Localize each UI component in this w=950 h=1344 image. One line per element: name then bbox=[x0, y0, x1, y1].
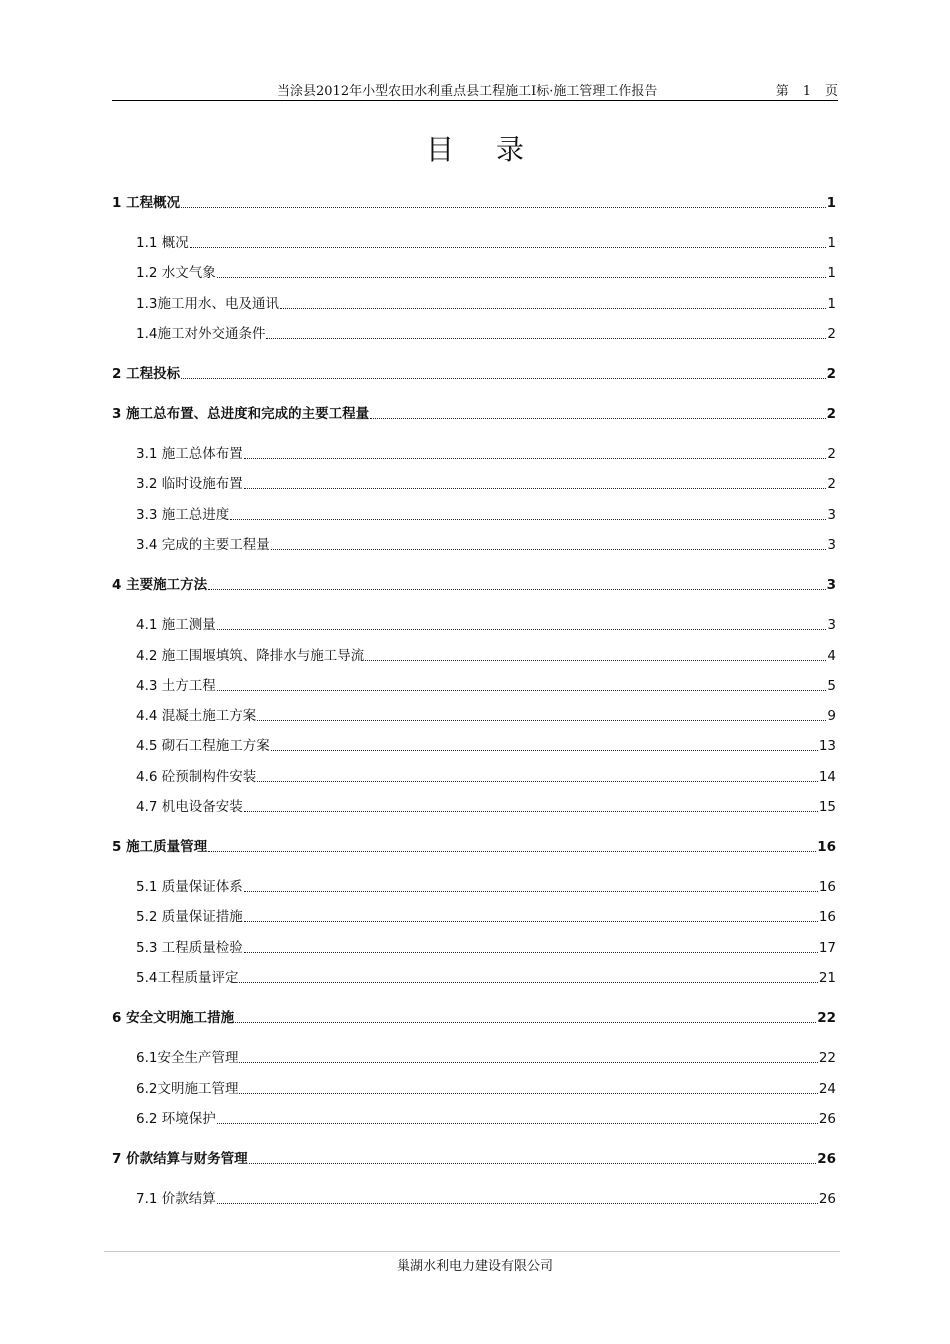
toc-leader-dots bbox=[190, 247, 827, 248]
toc-entry-number: 4.1 bbox=[136, 617, 162, 633]
toc-section-entry[interactable] bbox=[112, 673, 836, 695]
toc-chapter-entry[interactable] bbox=[112, 572, 836, 594]
toc-entry-number: 1.1 bbox=[136, 235, 162, 251]
toc-leader-dots bbox=[239, 1062, 817, 1063]
toc-section-entry[interactable] bbox=[112, 904, 836, 926]
toc-entry-number: 5 bbox=[112, 839, 127, 855]
toc-section-entry[interactable] bbox=[112, 502, 836, 524]
page-label-suffix: 页 bbox=[824, 84, 838, 99]
toc-entry-title: 安全生产管理 bbox=[157, 1050, 239, 1066]
toc-entry-title: 工程质量评定 bbox=[157, 970, 239, 986]
toc-entry-number: 4.2 bbox=[136, 648, 162, 664]
toc-entry-page: 26 bbox=[818, 1191, 836, 1207]
toc-leader-dots bbox=[217, 1123, 818, 1124]
toc-section-entry[interactable] bbox=[112, 230, 836, 252]
toc-leader-dots bbox=[280, 308, 826, 309]
toc-leader-dots bbox=[244, 891, 818, 892]
footer-company: 巢湖水利电力建设有限公司 bbox=[396, 1259, 553, 1274]
toc-section-entry[interactable] bbox=[112, 441, 836, 463]
toc-leader-dots bbox=[365, 660, 826, 661]
toc-section-entry[interactable] bbox=[112, 612, 836, 634]
toc-entry-number: 4 bbox=[112, 577, 127, 593]
toc-entry-page: 3 bbox=[827, 617, 836, 633]
toc-section-entry[interactable] bbox=[112, 874, 836, 896]
toc-leader-dots bbox=[244, 458, 827, 459]
toc-entry-page: 16 bbox=[818, 909, 836, 925]
toc-entry-page: 9 bbox=[827, 708, 836, 724]
toc-entry-page: 3 bbox=[826, 577, 836, 593]
toc-entry-number: 1.2 bbox=[136, 265, 162, 281]
toc-entry-title: 水文气象 bbox=[161, 265, 216, 281]
toc-entry-page: 16 bbox=[818, 879, 836, 895]
page-title: 目录 bbox=[425, 133, 566, 166]
toc-leader-dots bbox=[257, 720, 826, 721]
toc-entry-number: 6.2 bbox=[136, 1081, 158, 1097]
toc-entry-title: 主要施工方法 bbox=[126, 577, 208, 593]
toc-section-entry[interactable] bbox=[112, 1106, 836, 1128]
toc-leader-dots bbox=[271, 750, 818, 751]
toc-leader-dots bbox=[217, 277, 827, 278]
toc-entry-page: 26 bbox=[818, 1111, 836, 1127]
toc-entry-number: 4.5 bbox=[136, 738, 162, 754]
toc-entry-page: 21 bbox=[818, 970, 836, 986]
toc-leader-dots bbox=[266, 338, 826, 339]
toc-leader-dots bbox=[239, 1093, 817, 1094]
toc-entry-page: 2 bbox=[827, 326, 836, 342]
toc-section-entry[interactable] bbox=[112, 643, 836, 665]
toc-entry-number: 5.3 bbox=[136, 940, 162, 956]
toc-entry-title: 工程投标 bbox=[126, 366, 181, 382]
toc-section-entry[interactable] bbox=[112, 260, 836, 282]
toc-entry-title: 土方工程 bbox=[161, 678, 216, 694]
toc-section-entry[interactable] bbox=[112, 965, 836, 987]
toc-chapter-entry[interactable] bbox=[112, 361, 836, 383]
toc-entry-title: 价款结算 bbox=[161, 1191, 216, 1207]
toc-leader-dots bbox=[370, 418, 826, 419]
toc-leader-dots bbox=[244, 921, 818, 922]
toc-entry-page: 2 bbox=[826, 406, 836, 422]
page-header bbox=[112, 80, 838, 101]
toc-entry-number: 7.1 bbox=[136, 1191, 162, 1207]
toc-leader-dots bbox=[249, 1163, 817, 1164]
toc-entry-page: 16 bbox=[817, 839, 836, 855]
toc-leader-dots bbox=[235, 1022, 816, 1023]
toc-entry-number: 3.2 bbox=[136, 476, 162, 492]
toc-entry-title: 施工总体布置 bbox=[161, 446, 243, 462]
toc-entry-title: 安全文明施工措施 bbox=[126, 1010, 235, 1026]
toc-entry-page: 2 bbox=[827, 476, 836, 492]
toc-entry-page: 1 bbox=[826, 195, 836, 211]
toc-entry-title: 概况 bbox=[161, 235, 189, 251]
toc-entry-number: 5.4 bbox=[136, 970, 158, 986]
toc-entry-title: 临时设施布置 bbox=[161, 476, 243, 492]
toc-entry-page: 4 bbox=[827, 648, 836, 664]
footer-divider bbox=[104, 1251, 840, 1252]
toc-section-entry[interactable] bbox=[112, 935, 836, 957]
toc-entry-title: 施工测量 bbox=[161, 617, 216, 633]
toc-section-entry[interactable] bbox=[112, 1076, 836, 1098]
toc-entry-page: 2 bbox=[826, 366, 836, 382]
toc-entry-page: 1 bbox=[827, 235, 836, 251]
toc-entry-number: 5.1 bbox=[136, 879, 162, 895]
toc-chapter-entry[interactable] bbox=[112, 190, 836, 212]
toc-entry-number: 6.2 bbox=[136, 1111, 162, 1127]
toc-section-entry[interactable] bbox=[112, 1045, 836, 1067]
toc-leader-dots bbox=[217, 690, 827, 691]
toc-entry-title: 价款结算与财务管理 bbox=[126, 1151, 248, 1167]
toc-entry-title: 施工总布置、总进度和完成的主要工程量 bbox=[126, 406, 370, 422]
toc-entry-number: 7 bbox=[112, 1151, 127, 1167]
toc-chapter-entry[interactable] bbox=[112, 1146, 836, 1168]
header-page-indicator bbox=[776, 80, 838, 99]
toc-entry-title: 施工围堰填筑、降排水与施工导流 bbox=[161, 648, 365, 664]
toc-chapter-entry[interactable] bbox=[112, 834, 836, 856]
toc-leader-dots bbox=[244, 488, 827, 489]
toc-section-entry[interactable] bbox=[112, 291, 836, 313]
toc-entry-page: 17 bbox=[818, 940, 836, 956]
toc-entry-title: 施工对外交通条件 bbox=[157, 326, 266, 342]
toc-section-entry[interactable] bbox=[112, 794, 836, 816]
toc-entry-number: 6.1 bbox=[136, 1050, 158, 1066]
toc-section-entry[interactable] bbox=[112, 733, 836, 755]
page-number: 1 bbox=[802, 84, 811, 99]
toc-chapter-entry[interactable] bbox=[112, 1005, 836, 1027]
toc-leader-dots bbox=[271, 549, 827, 550]
toc-leader-dots bbox=[208, 589, 826, 590]
toc-leader-dots bbox=[244, 811, 818, 812]
toc-entry-title: 砼预制构件安装 bbox=[161, 769, 257, 785]
toc-entry-number: 4.6 bbox=[136, 769, 162, 785]
toc-entry-number: 4.7 bbox=[136, 799, 162, 815]
toc-entry-page: 3 bbox=[827, 507, 836, 523]
toc-entry-number: 1.4 bbox=[136, 326, 158, 342]
toc-leader-dots bbox=[230, 519, 826, 520]
toc-entry-title: 施工用水、电及通讯 bbox=[157, 296, 279, 312]
toc-entry-page: 13 bbox=[818, 738, 836, 754]
toc-entry-title: 施工总进度 bbox=[161, 507, 230, 523]
toc-leader-dots bbox=[181, 207, 826, 208]
header-title: 当涂县2012年小型农田水利重点县工程施工I标·施工管理工作报告 bbox=[277, 84, 658, 99]
toc-entry-page: 22 bbox=[818, 1050, 836, 1066]
toc-entry-number: 4.4 bbox=[136, 708, 162, 724]
toc-entry-page: 1 bbox=[827, 265, 836, 281]
toc-leader-dots bbox=[217, 629, 827, 630]
toc-chapter-entry[interactable] bbox=[112, 401, 836, 423]
toc-entry-title: 环境保护 bbox=[161, 1111, 216, 1127]
toc-entry-number: 3 bbox=[112, 406, 127, 422]
toc-entry-title: 文明施工管理 bbox=[157, 1081, 239, 1097]
toc-entry-page: 5 bbox=[827, 678, 836, 694]
toc-entry-page: 1 bbox=[827, 296, 836, 312]
toc-entry-title: 工程概况 bbox=[126, 195, 181, 211]
toc-entry-title: 砌石工程施工方案 bbox=[161, 738, 270, 754]
toc-leader-dots bbox=[244, 952, 818, 953]
toc-entry-number: 1 bbox=[112, 195, 127, 211]
toc-entry-title: 施工质量管理 bbox=[126, 839, 208, 855]
toc-entry-number: 1.3 bbox=[136, 296, 158, 312]
toc-section-entry[interactable] bbox=[112, 532, 836, 554]
toc-section-entry[interactable] bbox=[112, 471, 836, 493]
toc-section-entry[interactable] bbox=[112, 321, 836, 343]
toc-entry-title: 质量保证体系 bbox=[161, 879, 243, 895]
toc-leader-dots bbox=[181, 378, 826, 379]
toc-entry-title: 质量保证措施 bbox=[161, 909, 243, 925]
toc-entry-page: 22 bbox=[817, 1010, 836, 1026]
toc-section-entry[interactable] bbox=[112, 764, 836, 786]
toc-entry-page: 24 bbox=[818, 1081, 836, 1097]
toc-entry-number: 5.2 bbox=[136, 909, 162, 925]
toc-entry-number: 4.3 bbox=[136, 678, 162, 694]
toc-leader-dots bbox=[217, 1203, 818, 1204]
toc-entry-page: 2 bbox=[827, 446, 836, 462]
toc-section-entry[interactable] bbox=[112, 1186, 836, 1208]
toc-entry-page: 3 bbox=[827, 537, 836, 553]
toc-leader-dots bbox=[257, 781, 818, 782]
toc-entry-number: 3.4 bbox=[136, 537, 162, 553]
toc-leader-dots bbox=[208, 851, 816, 852]
toc-section-entry[interactable] bbox=[112, 703, 836, 725]
toc-entry-title: 机电设备安装 bbox=[161, 799, 243, 815]
toc-entry-number: 3.1 bbox=[136, 446, 162, 462]
page-label-prefix: 第 bbox=[775, 84, 789, 99]
toc-entry-title: 混凝土施工方案 bbox=[161, 708, 257, 724]
toc-entry-title: 工程质量检验 bbox=[161, 940, 243, 956]
toc-entry-number: 3.3 bbox=[136, 507, 162, 523]
toc-entry-number: 6 bbox=[112, 1010, 127, 1026]
toc-entry-page: 26 bbox=[817, 1151, 836, 1167]
toc-entry-title: 完成的主要工程量 bbox=[161, 537, 270, 553]
toc-entry-number: 2 bbox=[112, 366, 127, 382]
toc-entry-page: 14 bbox=[818, 769, 836, 785]
toc-leader-dots bbox=[239, 982, 817, 983]
toc-entry-page: 15 bbox=[818, 799, 836, 815]
